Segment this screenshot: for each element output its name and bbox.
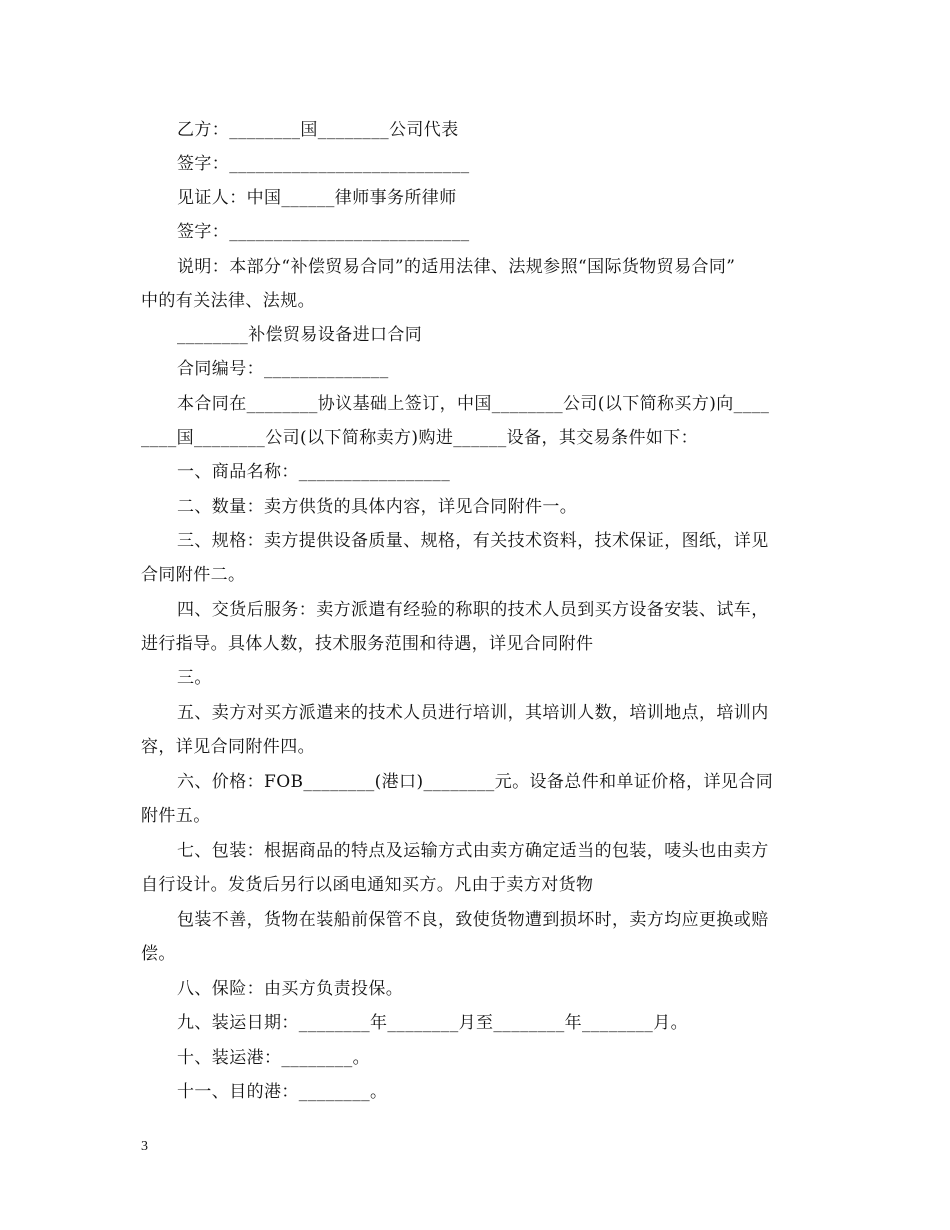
clause-6-line-1: 六、价格：FOB________(港口)________元。设备总件和单证价格，详见合同 <box>177 772 774 792</box>
clause-8: 八、保险：由买方负责投保。 <box>177 979 404 999</box>
clause-4-line-2: 进行指导。具体人数，技术服务范围和待遇，详见合同附件 <box>141 634 594 654</box>
clause-7-line-2: 自行设计。发货后另行以函电通知买方。凡由于卖方对货物 <box>141 875 594 895</box>
clause-4-line-1: 四、交货后服务：卖方派遣有经验的称职的技术人员到买方设备安装、试车， <box>177 600 769 620</box>
clause-3-line-2: 合同附件二。 <box>141 565 246 585</box>
clause-6-line-2: 附件五。 <box>141 806 211 826</box>
contract-title: ________补偿贸易设备进口合同 <box>177 325 423 345</box>
contract-number: 合同编号：______________ <box>177 359 389 379</box>
party-b-line: 乙方：________国________公司代表 <box>177 120 459 140</box>
witness-line: 见证人：中国______律师事务所律师 <box>177 188 457 208</box>
page-number: 3 <box>141 1139 148 1154</box>
clause-5-line-1: 五、卖方对买方派遣来的技术人员进行培训，其培训人数，培训地点，培训内 <box>177 703 769 723</box>
clause-2: 二、数量：卖方供货的具体内容，详见合同附件一。 <box>177 497 578 517</box>
clause-10: 十、装运港：________。 <box>177 1048 370 1068</box>
clause-3-line-1: 三、规格：卖方提供设备质量、规格，有关技术资料，技术保证，图纸，详见 <box>177 531 769 551</box>
clause-7-line-4: 偿。 <box>141 944 176 964</box>
signature-line-2: 签字：___________________________ <box>177 222 470 242</box>
clause-7-line-1: 七、包装：根据商品的特点及运输方式由卖方确定适当的包装，唛头也由卖方 <box>177 841 769 861</box>
signature-line-1: 签字：___________________________ <box>177 154 470 174</box>
clause-9: 九、装运日期：________年________月至________年________月。 <box>177 1013 688 1033</box>
intro-line-1: 本合同在________协议基础上签订，中国________公司(以下简称买方)向____ <box>177 394 770 414</box>
clause-5-line-2: 容，详见合同附件四。 <box>141 737 315 757</box>
clause-4-line-3: 三。 <box>177 668 212 688</box>
note-line-2: 中的有关法律、法规。 <box>141 291 315 311</box>
clause-7-line-3: 包装不善，货物在装船前保管不良，致使货物遭到损坏时，卖方均应更换或赔 <box>177 910 769 930</box>
clause-1: 一、商品名称：_________________ <box>177 462 451 482</box>
clause-11: 十一、目的港：________。 <box>177 1082 388 1102</box>
intro-line-2: ____国________公司(以下简称卖方)购进______设备，其交易条件如下： <box>141 428 699 448</box>
note-line-1: 说明：本部分“补偿贸易合同”的适用法律、法规参照“国际货物贸易合同” <box>177 257 736 277</box>
